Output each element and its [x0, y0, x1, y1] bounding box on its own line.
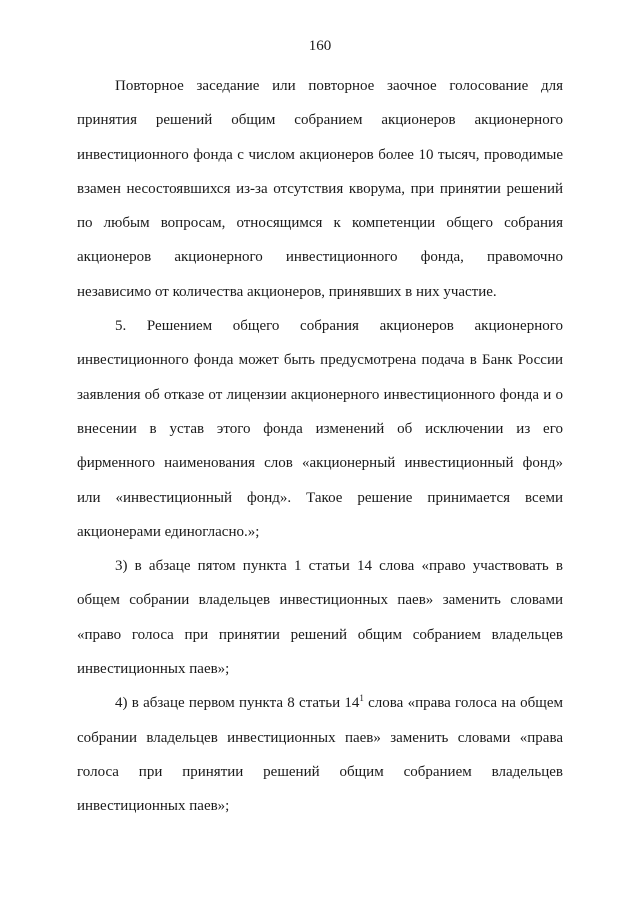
paragraph-item-5-license-refusal: 5. Решением общего собрания акционеров акционерного инвестиционного фонда может быть предусмотрена подача в Банк России заявления об отказе от лицензии акционерного инвестиционного фонда и о внесении в устав этого фонда изменений об исключении из его фирменного наименования слов «акционерный инвестиционный фонд» или «инвестиционный фонд». Такое решение принимается всеми акционерами единогласно.»; — [77, 318, 563, 540]
article-number-superscript: 1 — [359, 693, 364, 704]
paragraph-amendment-3: 3) в абзаце пятом пункта 1 статьи 14 слова «право участвовать в общем собрании владельцев инвестиционных паев» заменить словами «право голоса при принятии решений общим собранием владельцев инвестиционных паев»; — [77, 558, 563, 678]
document-body — [77, 69, 563, 824]
paragraph-repeat-meeting-quorum: Повторное заседание или повторное заочное голосование для принятия решений общим собранием акционеров акционерного инвестиционного фонда с числом акционеров более 10 тысяч, проводимые взамен несостоявшихся из-за отсутствия кворума, при принятии решений по любым вопросам, относящимся к компетенции общего собрания акционеров акционерного инвестиционного фонда, правомочно независимо от количества акционеров, принявших в них участие. — [77, 78, 563, 300]
page-number: 160 — [308, 38, 332, 54]
amendment-4-text-start: 4) в абзаце первом пункта 8 статьи 14 — [115, 695, 360, 712]
paragraph-amendment-4 — [77, 686, 563, 823]
amendment-4-text-end: слова «права голоса на общем собрании владельцев инвестиционных паев» заменить словами «права голоса при принятии решений общим собранием владельцев инвестиционных паев»; — [77, 695, 564, 815]
